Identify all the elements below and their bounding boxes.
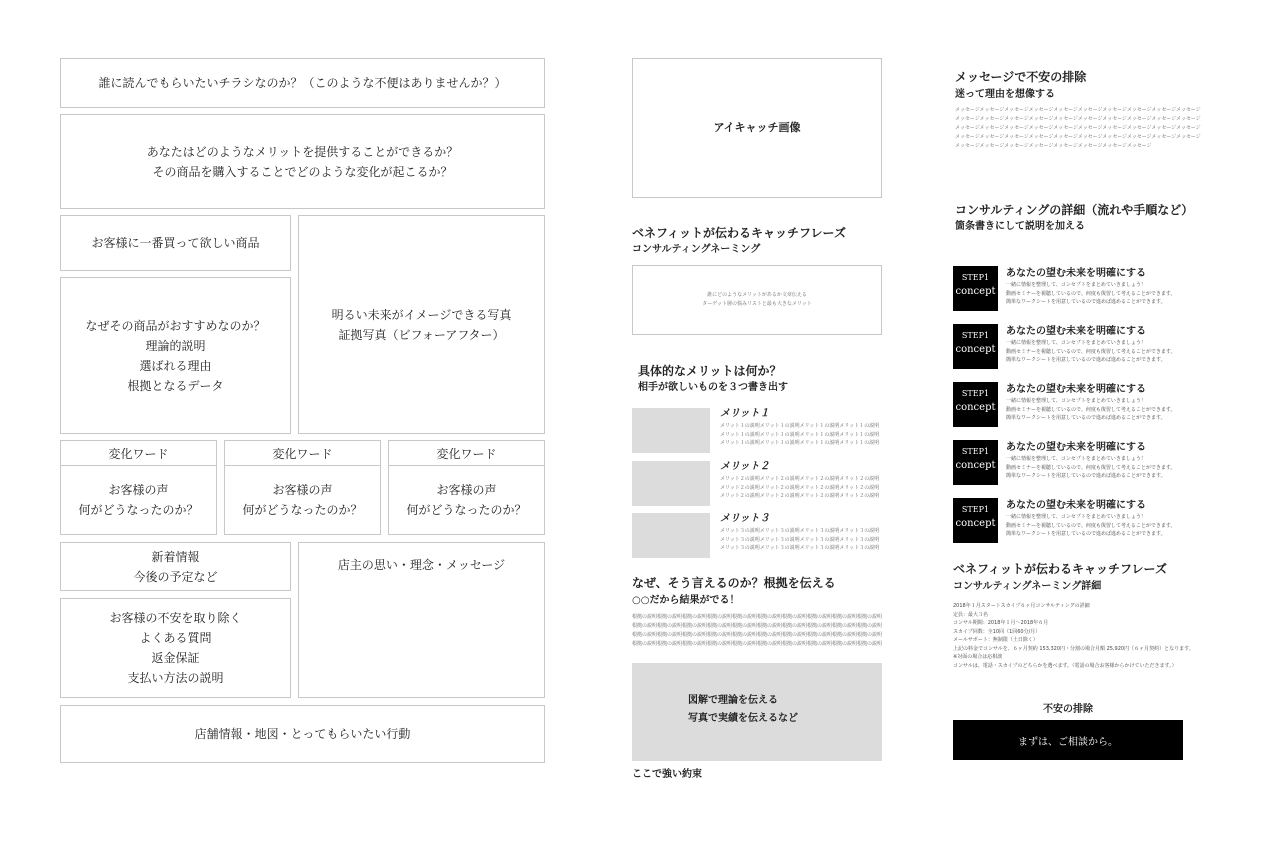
step-line-3: 簡単なワークシートを用意しているので進めば進めることができます。 <box>1006 357 1166 363</box>
voice-card <box>60 440 217 535</box>
step-line-1: 一緒に情報を整理して、コンセプトをまとめていきましょう！ <box>1006 282 1146 288</box>
step-badge-word: concept <box>955 460 996 471</box>
why-line-4: 根拠となるデータ <box>127 378 224 393</box>
voice-card-line2: 何がどうなったのか？ <box>406 503 527 517</box>
detail-subtitle: 箇条書きにして説明を加える <box>955 221 1085 232</box>
detail-line: コンサル期間：2018年１月〜2018年６月 <box>953 620 1049 626</box>
voice-card-line2: 何がどうなったのか？ <box>78 503 199 517</box>
why-line-1: なぜその商品がおすすめなのか？ <box>85 318 266 333</box>
step-title: あなたの望む未来を明確にする <box>1006 326 1146 337</box>
anxiety-line-2: よくある質問 <box>139 631 212 645</box>
merit-image-placeholder <box>632 513 710 558</box>
voice-card-line1: お客様の声 <box>272 483 333 497</box>
consultation-cta-button[interactable]: まずは、ご相談から。 <box>953 720 1183 760</box>
detail-line: 定員：最大３名 <box>953 611 989 618</box>
target-reader-box <box>60 58 545 108</box>
reason-subtitle: ○○だから結果がでる！ <box>632 595 740 606</box>
voice-card-line1: お客様の声 <box>436 483 497 497</box>
voice-card-line2: 何がどうなったのか？ <box>242 503 363 517</box>
step-line-1: 一緒に情報を整理して、コンセプトをまとめていきましょう！ <box>1006 398 1146 404</box>
step-badge-word: concept <box>955 344 996 355</box>
news-line-1: 新着情報 <box>151 549 200 564</box>
step-item <box>1006 267 1196 307</box>
catch-line-1: 誰にどのようなメリットがあるか文章伝える <box>707 292 807 298</box>
benefit-title: ベネフィットが伝わるキャッチフレーズ <box>632 226 846 240</box>
voice-card <box>388 440 545 535</box>
diagram-line-2: 写真で実績を伝えるなど <box>688 713 798 724</box>
merit-item <box>720 513 880 553</box>
step-line-3: 簡単なワークシートを用意しているので進めば進めることができます。 <box>1006 531 1166 537</box>
photo-line-1: 明るい未来がイメージできる写真 <box>331 307 512 322</box>
voice-card-head: 変化ワード <box>389 441 544 466</box>
step-item <box>1006 441 1196 481</box>
catch-box <box>632 265 882 335</box>
voice-card-head: 変化ワード <box>61 441 216 466</box>
step-line-2: 動画セミナーを視聴しているので、何度も復習して考えることができます。 <box>1006 290 1176 297</box>
anxiety-box <box>60 598 291 698</box>
step-title: あなたの望む未来を明確にする <box>1006 268 1146 279</box>
owner-message-text: 店主の思い・理念・メッセージ <box>337 558 506 572</box>
step-line-2: 動画セミナーを視聴しているので、何度も復習して考えることができます。 <box>1006 406 1176 413</box>
merit-section-title: 具体的なメリットは何か？ <box>638 364 782 378</box>
step-line-1: 一緒に情報を整理して、コンセプトをまとめていきましょう！ <box>1006 456 1146 462</box>
step-title: あなたの望む未来を明確にする <box>1006 442 1146 453</box>
anxiety-line-3: 返金保証 <box>151 651 200 665</box>
message-text: メッセージメッセージメッセージメッセージメッセージメッセージメッセージメッセージメッセージメッセージメッセージメッセージメッセージメッセージメッセージメッセージメッセージメッセージメッセージメッセージメッセージメッセージメッセージメッセージメッセージメッセージメッセージメッセージメッセージメッセージメッセージメッセージメッセージメッセージメッセージメッセージメッセージメッセージメッセージメッセージメッセージメッセージメッセージメッセージメッセージメッセージメッセージメッセージ <box>955 107 1201 149</box>
step-badge <box>953 382 998 427</box>
merit-item <box>720 461 880 501</box>
detail-line: 2018年１月スタートスカイプ６ヶ月コンサルティングの詳細 <box>953 603 1090 609</box>
why-line-2: 理論的説明 <box>145 338 206 353</box>
step-badge-number: STEP1 <box>961 389 990 398</box>
detail-line: スカイプ回数：全10回（1回60分/月） <box>953 628 1041 635</box>
eyecatch-label: アイキャッチ画像 <box>713 121 801 134</box>
merit-line-1: あなたはどのようなメリットを提供することができるか？ <box>146 144 459 159</box>
step-badge-number: STEP1 <box>961 505 990 514</box>
merit-item-text: メリット３の説明メリット３の説明メリット３の説明メリット３の説明メリット３の説明メリット３の説明メリット３の説明メリット３の説明メリット３の説明メリット３の説明メリット３の説明メリット３の説明 <box>720 528 880 551</box>
voice-card-line1: お客様の声 <box>108 483 169 497</box>
step-line-3: 簡単なワークシートを用意しているので進めば進めることができます。 <box>1006 415 1166 421</box>
merit-item-title: メリット３ <box>720 513 770 524</box>
merit-box <box>60 114 545 209</box>
step-badge <box>953 266 998 311</box>
diagram-line-1: 図解で理論を伝える <box>688 695 778 706</box>
merit-image-placeholder <box>632 408 710 453</box>
diagram-caption <box>688 692 798 728</box>
anxiety-removal-label: 不安の排除 <box>1043 704 1093 715</box>
why-line-3: 選ばれる理由 <box>139 358 212 373</box>
step-badge-word: concept <box>955 402 996 413</box>
merit-item <box>720 408 880 448</box>
news-line-2: 今後の予定など <box>133 569 218 584</box>
step-line-1: 一緒に情報を整理して、コンセプトをまとめていきましょう！ <box>1006 340 1146 346</box>
step-item <box>1006 383 1196 423</box>
step-item <box>1006 325 1196 365</box>
store-info-text: 店舗情報・地図・とってもらいたい行動 <box>194 727 411 741</box>
step-title: あなたの望む未来を明確にする <box>1006 384 1146 395</box>
detail-title: コンサルティングの詳細（流れや手順など） <box>955 203 1194 217</box>
photo-box <box>298 215 545 434</box>
anxiety-line-4: 支払い方法の説明 <box>127 671 224 685</box>
catch-line-2: ターゲット層の悩みリストと最も大きなメリット <box>702 301 812 307</box>
product-box <box>60 215 291 271</box>
merit-item-title: メリット１ <box>720 408 770 419</box>
step-line-2: 動画セミナーを視聴しているので、何度も復習して考えることができます。 <box>1006 348 1176 355</box>
step-title: あなたの望む未来を明確にする <box>1006 500 1146 511</box>
detail-line: コンサルは、電話・スカイプのどちらかを選べます。（電話の場合お客様からかけていただきます。） <box>953 662 1177 669</box>
merit-image-placeholder <box>632 461 710 506</box>
store-info-box <box>60 705 545 763</box>
step-line-2: 動画セミナーを視聴しているので、何度も復習して考えることができます。 <box>1006 464 1176 471</box>
merit-section-subtitle: 相手が欲しいものを３つ書き出す <box>638 382 788 393</box>
detail-line: メールサポート：無制限（土日除く） <box>953 637 1038 643</box>
why-box <box>60 277 291 434</box>
merit-item-text: メリット１の説明メリット１の説明メリット１の説明メリット１の説明メリット１の説明メリット１の説明メリット１の説明メリット１の説明メリット１の説明メリット１の説明メリット１の説明メリット１の説明 <box>720 423 880 446</box>
step-badge <box>953 498 998 543</box>
voice-card-head: 変化ワード <box>225 441 380 466</box>
benefit-subtitle: コンサルティングネーミング <box>632 244 761 255</box>
step-item <box>1006 499 1196 539</box>
step-badge-number: STEP1 <box>961 447 990 456</box>
step-badge-number: STEP1 <box>961 273 990 282</box>
step-line-1: 一緒に情報を整理して、コンセプトをまとめていきましょう！ <box>1006 514 1146 520</box>
news-box <box>60 542 291 591</box>
step-badge-word: concept <box>955 518 996 529</box>
merit-item-text: メリット２の説明メリット２の説明メリット２の説明メリット２の説明メリット２の説明メリット２の説明メリット２の説明メリット２の説明メリット２の説明メリット２の説明メリット２の説明メリット２の説明 <box>720 476 880 499</box>
message-title: メッセージで不安の排除 <box>955 70 1087 84</box>
photo-line-2: 証拠写真（ビフォーアフター） <box>338 327 505 342</box>
detail-line: ※対面の場合は応相談 <box>953 654 1003 660</box>
step-line-3: 簡単なワークシートを用意しているので進めば進めることができます。 <box>1006 299 1166 305</box>
detail-line: 上記の料金でコンサルを、６ヶ月契約 153,320円・分割の場合月額 25,920円（６ヶ月契約）となります。 <box>953 645 1194 652</box>
merit-item-title: メリット２ <box>720 461 770 472</box>
promise-text: ここで強い約束 <box>632 769 702 780</box>
owner-message-box <box>298 542 545 698</box>
reason-text: 根拠の説明根拠の説明根拠の説明根拠の説明根拠の説明根拠の説明根拠の説明根拠の説明根拠の説明根拠の説明根拠の説明根拠の説明根拠の説明根拠の説明根拠の説明根拠の説明根拠の説明根拠の説明根拠の説明根拠の説明根拠の説明根拠の説明根拠の説明根拠の説明根拠の説明根拠の説明根拠の説明根拠の説明根拠の説明根拠の説明根拠の説明根拠の説明根拠の説明根拠の説明根拠の説明根拠の説明根拠の説明根拠の説明根拠の説明根拠の説明 <box>632 614 883 647</box>
step-badge <box>953 440 998 485</box>
benefit-detail-subtitle: コンサルティングネーミング詳細 <box>953 581 1102 592</box>
step-line-3: 簡単なワークシートを用意しているので進めば進めることができます。 <box>1006 473 1166 479</box>
step-badge-word: concept <box>955 286 996 297</box>
reason-title: なぜ、そう言えるのか？根拠を伝える <box>632 576 836 590</box>
target-reader-text: 誰に読んでもらいたいチラシなのか？（このような不便はありませんか？） <box>98 76 507 90</box>
step-badge <box>953 324 998 369</box>
eyecatch-image-box <box>632 58 882 198</box>
anxiety-line-1: お客様の不安を取り除く <box>109 611 242 625</box>
voice-card <box>224 440 381 535</box>
message-subtitle: 迷って理由を想像する <box>955 89 1055 100</box>
benefit-detail-title: ベネフィットが伝わるキャッチフレーズ <box>953 562 1167 576</box>
product-text: お客様に一番買って欲しい商品 <box>91 236 260 250</box>
consulting-detail-list <box>953 602 1203 670</box>
step-line-2: 動画セミナーを視聴しているので、何度も復習して考えることができます。 <box>1006 522 1176 529</box>
merit-line-2: その商品を購入することでどのような変化が起こるか？ <box>152 164 453 179</box>
step-badge-number: STEP1 <box>961 331 990 340</box>
